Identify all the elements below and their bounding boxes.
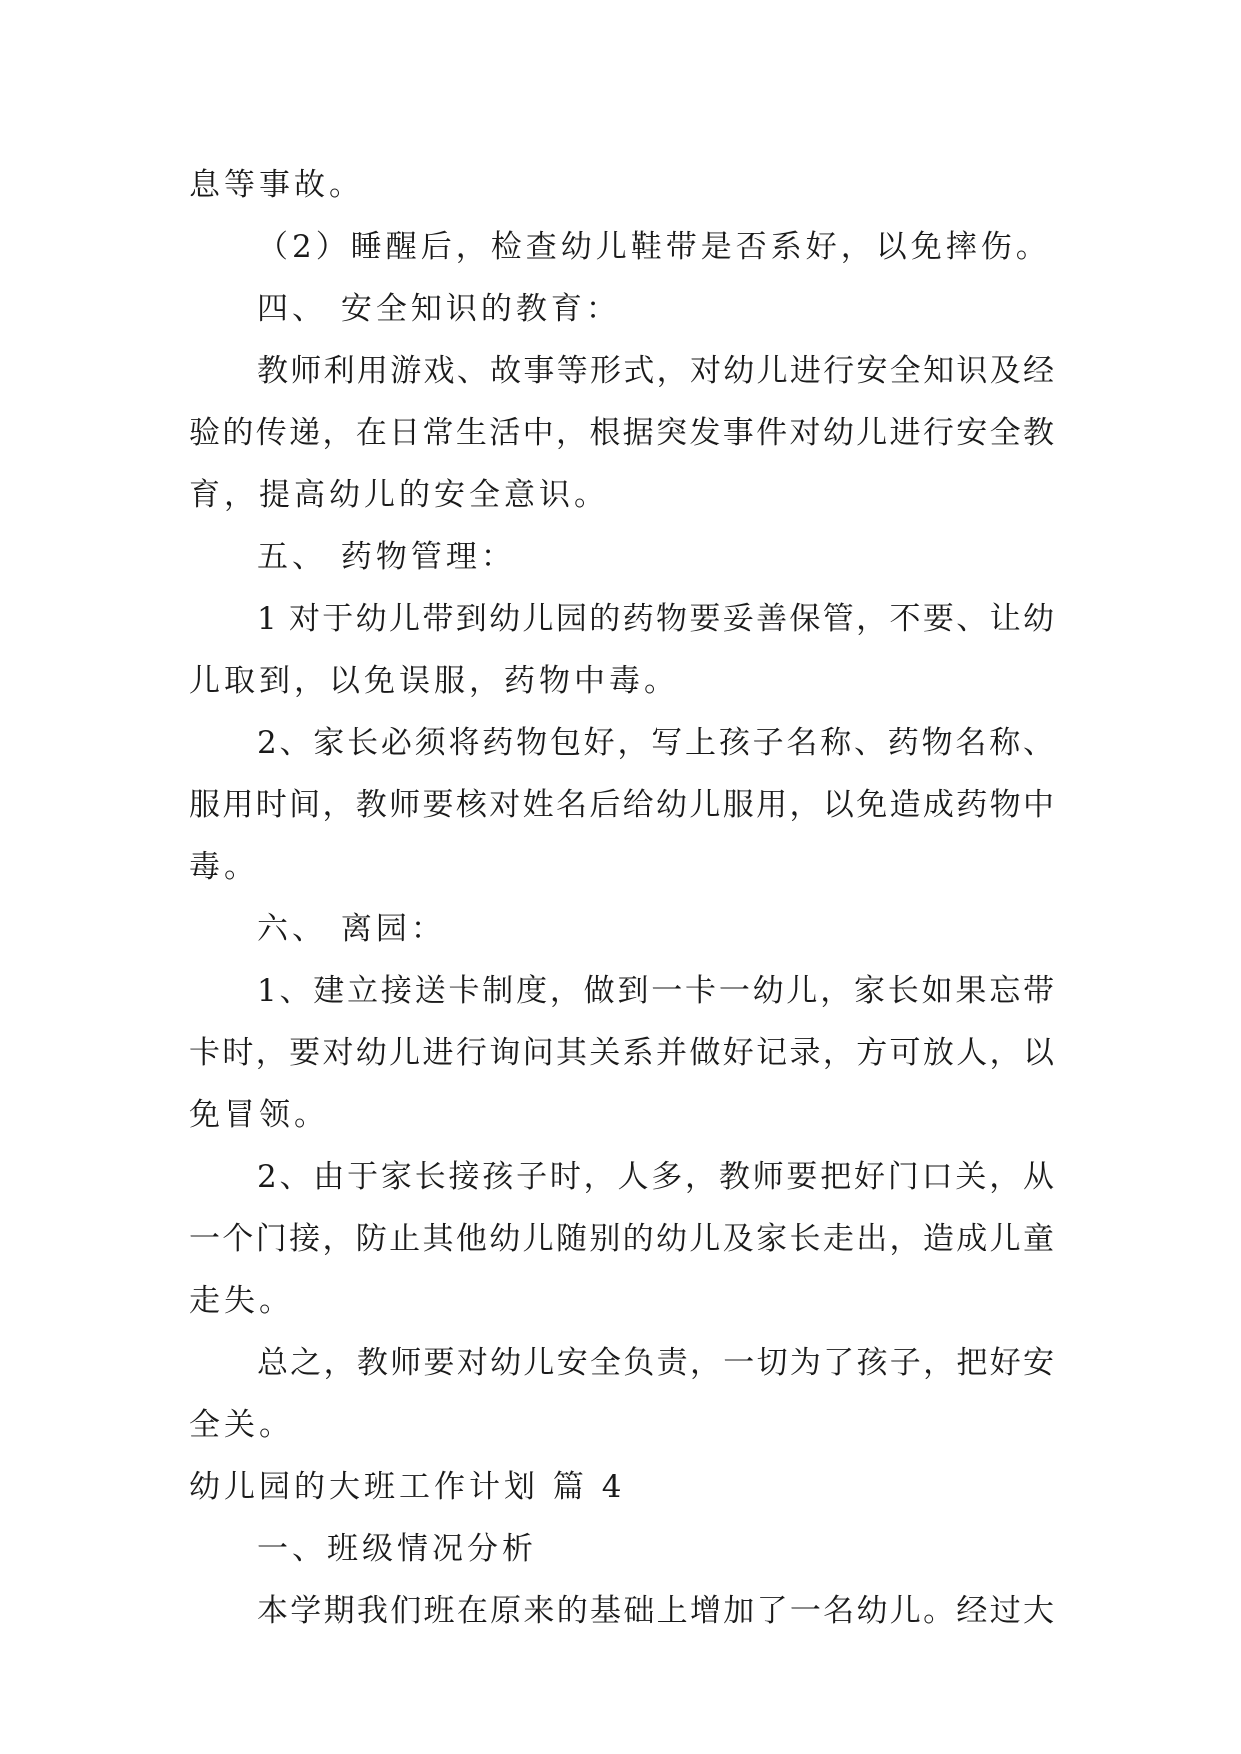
paragraph-line: 1 对于幼儿带到幼儿园的药物要妥善保管，不要、让幼 [257,601,1054,637]
paragraph-line: 总之，教师要对幼儿安全负责，一切为了孩子，把好安 [257,1345,1054,1381]
paragraph-line: 儿取到，以免误服，药物中毒。 [189,663,679,699]
paragraph-line: 1、建立接送卡制度，做到一卡一幼儿，家长如果忘带 [257,973,1054,1009]
section-heading: 一、班级情况分析 [257,1531,537,1567]
paragraph-line: 走失。 [189,1283,294,1319]
document-body [189,154,1054,1642]
paragraph-line: 卡时，要对幼儿进行询问其关系并做好记录，方可放人，以 [189,1035,1054,1071]
paragraph-line: 一个门接，防止其他幼儿随别的幼儿及家长走出，造成儿童 [189,1221,1054,1257]
paragraph-line: 2、由于家长接孩子时，人多，教师要把好门口关，从 [257,1159,1054,1195]
paragraph-line: 服用时间，教师要核对姓名后给幼儿服用，以免造成药物中 [189,787,1054,823]
paragraph-line: 本学期我们班在原来的基础上增加了一名幼儿。经过大 [257,1593,1054,1629]
paragraph-line: 教师利用游戏、故事等形式，对幼儿进行安全知识及经 [257,353,1054,389]
paragraph-line: 育，提高幼儿的安全意识。 [189,477,609,513]
paragraph-line: 2、家长必须将药物包好，写上孩子名称、药物名称、 [257,725,1054,761]
paragraph-line: 免冒领。 [189,1097,329,1133]
section-heading: 六、 离园： [257,911,446,947]
paragraph-line: 毒。 [189,849,259,885]
paragraph-line: 全关。 [189,1407,294,1443]
section-heading: 五、 药物管理： [257,539,516,575]
paragraph-line: 验的传递，在日常生活中，根据突发事件对幼儿进行安全教 [189,415,1054,451]
section-heading: 四、 安全知识的教育： [257,291,621,327]
article-title: 幼儿园的大班工作计划 篇 4 [189,1469,626,1505]
paragraph-line: 息等事故。 [189,167,364,203]
paragraph-line: （2）睡醒后，检查幼儿鞋带是否系好，以免摔伤。 [257,229,1051,265]
